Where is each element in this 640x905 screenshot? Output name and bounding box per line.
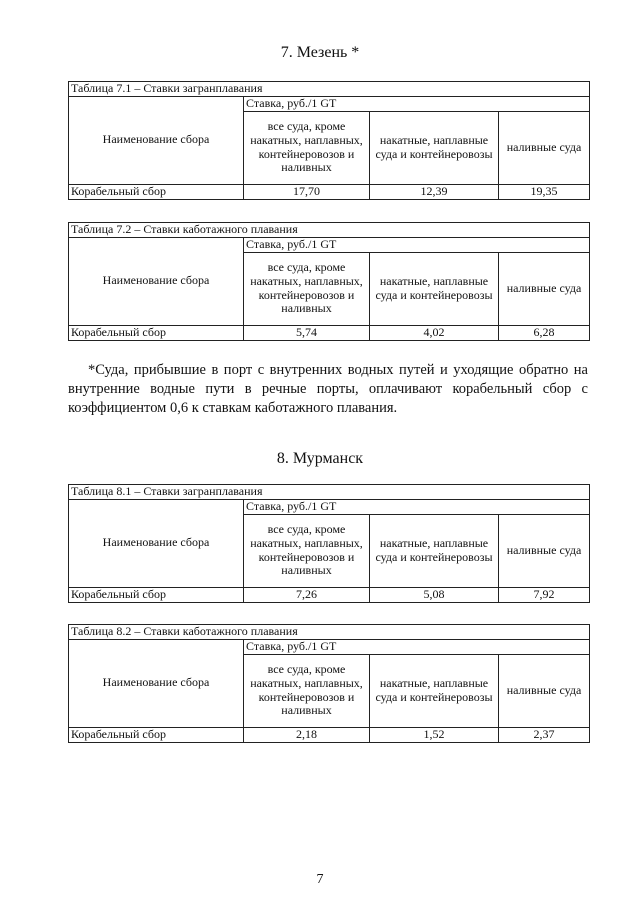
value-tankers: 19,35	[499, 184, 590, 199]
column-header-general: все суда, кроме накатных, наплавных, контейнеровозов и наливных	[244, 111, 370, 184]
column-header-tankers: наливные суда	[499, 111, 590, 184]
value-general: 2,18	[244, 727, 370, 742]
column-header-tankers: наливные суда	[499, 252, 590, 325]
rates-table-8-2	[68, 624, 590, 743]
section-title-murmansk: 8. Мурманск	[276, 450, 364, 467]
column-header-roro: накатные, наплавные суда и контейнеровозы	[370, 514, 499, 587]
value-roro: 5,08	[370, 587, 499, 602]
column-header-tankers: наливные суда	[499, 514, 590, 587]
fee-name-header: Наименование сбора	[69, 237, 244, 325]
table-caption: Таблица 8.1 – Ставки загранплавания	[69, 485, 590, 500]
section-title-mezen: 7. Мезень *	[280, 44, 360, 61]
value-tankers: 2,37	[499, 727, 590, 742]
fee-name-header: Наименование сбора	[69, 639, 244, 727]
column-header-tankers: наливные суда	[499, 654, 590, 727]
table-caption: Таблица 7.2 – Ставки каботажного плавания	[69, 223, 590, 238]
value-tankers: 7,92	[499, 587, 590, 602]
table-caption: Таблица 7.1 – Ставки загранплавания	[69, 82, 590, 97]
value-general: 5,74	[244, 325, 370, 340]
value-roro: 1,52	[370, 727, 499, 742]
row-label: Корабельный сбор	[69, 587, 244, 602]
row-label: Корабельный сбор	[69, 325, 244, 340]
table-caption: Таблица 8.2 – Ставки каботажного плавания	[69, 625, 590, 640]
table-row	[69, 587, 590, 602]
rate-header: Ставка, руб./1 GT	[244, 499, 590, 514]
row-label: Корабельный сбор	[69, 184, 244, 199]
column-header-general: все суда, кроме накатных, наплавных, контейнеровозов и наливных	[244, 654, 370, 727]
value-roro: 4,02	[370, 325, 499, 340]
column-header-roro: накатные, наплавные суда и контейнеровозы	[370, 252, 499, 325]
rate-header: Ставка, руб./1 GT	[244, 237, 590, 252]
column-header-general: все суда, кроме накатных, наплавных, контейнеровозов и наливных	[244, 252, 370, 325]
fee-name-header: Наименование сбора	[69, 96, 244, 184]
value-general: 7,26	[244, 587, 370, 602]
row-label: Корабельный сбор	[69, 727, 244, 742]
column-header-roro: накатные, наплавные суда и контейнеровозы	[370, 111, 499, 184]
page-number: 7	[316, 872, 324, 887]
fee-name-header: Наименование сбора	[69, 499, 244, 587]
value-roro: 12,39	[370, 184, 499, 199]
table-row	[69, 184, 590, 199]
rate-header: Ставка, руб./1 GT	[244, 96, 590, 111]
table-row	[69, 727, 590, 742]
column-header-general: все суда, кроме накатных, наплавных, контейнеровозов и наливных	[244, 514, 370, 587]
value-general: 17,70	[244, 184, 370, 199]
column-header-roro: накатные, наплавные суда и контейнеровозы	[370, 654, 499, 727]
footnote-paragraph: *Суда, прибывшие в порт с внутренних водных путей и уходящие обратно на внутренние водные пути в речные порты, оплачивают корабельный сбор с коэффициентом 0,6 к ставкам каботажного плавания.	[68, 362, 588, 416]
value-tankers: 6,28	[499, 325, 590, 340]
rates-table-8-1	[68, 484, 590, 603]
rates-table-7-2	[68, 222, 590, 341]
rates-table-7-1	[68, 81, 590, 200]
rate-header: Ставка, руб./1 GT	[244, 639, 590, 654]
table-row	[69, 325, 590, 340]
